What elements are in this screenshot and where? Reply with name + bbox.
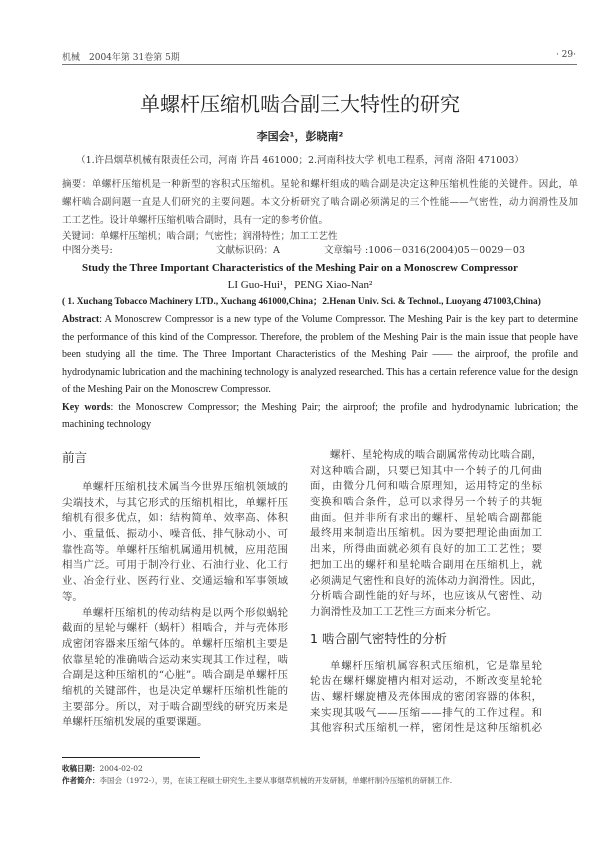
body-line: 其他容积式压缩机一样，密闭性是这种压缩机必 — [310, 722, 542, 735]
bio-label: 作者简介： — [62, 776, 100, 785]
keywords-en-line: machining technology — [62, 419, 152, 430]
body-line: 相当广泛。可用于制冷行业、石油行业、化工行 — [62, 559, 288, 572]
received-label: 收稿日期： — [62, 764, 100, 773]
body-line: 单螺杆压缩机技术属当今世界压缩机领域的 — [82, 481, 288, 493]
left-column — [62, 450, 288, 731]
doc-code: 文献标识码：A — [216, 245, 280, 256]
abstract-line: 摘要：单螺杆压缩机是一种新型的容积式压缩机。星轮和螺杆组成的啮合副是决定这种压缩机性能的关键件。因此，单 — [62, 179, 578, 190]
body-line: 轮齿在螺杆螺旋槽内相对运动，不断改变星轮轮 — [310, 675, 542, 688]
english-authors: LI Guo-Hui¹，PENG Xiao-Nan² — [227, 279, 373, 291]
body-line: 对这种啮合副，只要已知其中一个转子的几何曲 — [310, 464, 542, 477]
body-line: 必须满足气密性和良好的流体动力润滑性。因此， — [310, 574, 542, 587]
body-line: 齿、螺杆螺旋槽及壳体围成的密闭容器的体积， — [310, 690, 542, 703]
body-line: 等。 — [62, 590, 83, 603]
body-line: 业、冶金行业、医药行业、交通运输和军事领域 — [62, 575, 288, 588]
journal-header: 机械 2004年第 31卷第 5期 — [62, 53, 180, 63]
bio-value: 李国会（1972-），男，在读工程硕士研究生,主要从事烟草机械的开发研制，单螺杆制冷压缩机的研制工作. — [99, 776, 453, 785]
body-line: 缩机的关键部件，也是决定单螺杆压缩机性能的 — [62, 684, 288, 697]
body-line: 合副是这种压缩机的“心脏”。啮合副是单螺杆压 — [62, 669, 288, 682]
section-heading-1: 1 啮合副气密特性的分析 — [310, 630, 447, 646]
abstract-en-line: of the Meshing Pair on the Monoscrew Compressor. — [62, 384, 271, 395]
body-line: 靠性高等。单螺杆压缩机属通用机械，应用范围 — [62, 543, 288, 556]
affiliation: （1.许昌烟草机械有限责任公司，河南 许昌 461000；2.河南科技大学 机电工程系，河南 洛阳 471003） — [76, 155, 524, 166]
body-line: 单螺杆压缩机属容积式压缩机，它是靠星轮 — [330, 659, 542, 672]
body-line: 把加工出的螺杆和星轮啮合副用在压缩机上，就 — [310, 558, 542, 571]
body-line: 小、重量低、振动小、噪音低、排气脉动小、可 — [62, 528, 288, 541]
abstract-en-line: the performance of this kind of the Compressor. Therefore, the problem of the Meshing Pair is the main issue that people have — [62, 331, 578, 343]
body-line: 最终用来制造出压缩机。因为要把理论曲面加工 — [310, 527, 542, 540]
abstract-en-line: hydrodynamic lubrication and the machining technology is analyzed researched. This has a certain reference value for the design — [62, 366, 578, 378]
body-line: 单螺杆压缩机的传动结构是以两个形似蜗轮 — [82, 606, 288, 619]
abstract-label: Abstract — [62, 314, 100, 325]
classification-row — [62, 244, 578, 258]
abstract-line: 螺杆啮合副问题一直是人们研究的主要问题。本文分析研究了啮合副必须满足的三个性能——气密性，动力润滑性及加 — [62, 197, 578, 208]
english-affiliation: ( 1. Xuchang Tobacco Machinery LTD., Xuchang 461000,China；2.Henan Univ. Sci. & Technol., Luoyang 471003,China) — [62, 297, 541, 307]
author-bio — [62, 776, 452, 786]
body-line: 尖端技术，与其它形式的压缩机相比，单螺杆压 — [62, 496, 288, 509]
keywords-cn: 关键词：单螺杆压缩机；啮合副；气密性；润滑特性；加工工艺性 — [62, 231, 338, 242]
received-date — [62, 764, 143, 774]
header-rule — [62, 64, 577, 65]
abstract-en-line: been studying all the time. The Three Important Characteristics of the Meshing Pair —— the airproof, the profile and — [62, 349, 578, 360]
body-line: 来实现其吸气——压缩——排气的工作过程。和 — [310, 706, 542, 719]
body-line: 螺杆、星轮构成的啮合副属常传动比啮合副， — [330, 449, 542, 461]
body-line: 截面的星轮与螺杆（蜗杆）相啮合，并与壳体形 — [62, 622, 288, 635]
clc-label: 中图分类号: — [62, 245, 113, 256]
keywords-en-line: : the Monoscrew Compressor; the Meshing Pair; the airproof; the profile and hydrodynamic lubrication; the — [110, 401, 578, 413]
body-line: 依靠星轮的准确啮合运动来实现其工作过程，啮 — [62, 653, 288, 666]
abstract-cn — [62, 176, 578, 258]
section-heading-intro: 前言 — [62, 450, 88, 465]
body-line: 分析啮合副性能的好与坏，也应该从气密性、动 — [310, 590, 542, 603]
body-line: 成密闭容器来压缩气体的。单螺杆压缩机主要是 — [62, 637, 288, 650]
english-title: Study the Three Important Characteristics of the Meshing Pair on a Monoscrew Compressor — [82, 262, 518, 274]
abstract-en — [62, 311, 578, 434]
article-number: 文章编号 :1006－0316(2004)05－0029－03 — [324, 245, 526, 256]
authors: 李国会¹，彭晓南² — [256, 130, 344, 143]
abstract-line: 工工艺性。设计单螺杆压缩机啮合副时，具有一定的参考价值。 — [62, 215, 329, 226]
keywords-label: Key words — [62, 401, 111, 413]
body-line: 力润滑性及加工工艺性三方面来分析它。 — [310, 605, 498, 618]
page-number: · 29· — [555, 50, 576, 60]
footnote-rule — [62, 757, 200, 758]
received-value: 2004-02-02 — [99, 764, 143, 773]
body-line: 变换和啮合条件，总可以求得另一个转子的共轭 — [310, 496, 542, 509]
abstract-en-line: : A Monoscrew Compressor is a new type of the Volume Compressor. The Meshing Pair is the key part to determine — [99, 314, 578, 325]
right-column — [310, 448, 542, 737]
body-line: 单螺杆压缩机发展的重要课题。 — [62, 716, 208, 729]
body-line: 出来，所得曲面就必须有良好的加工工艺性；要 — [310, 543, 542, 556]
paper-title: 单螺杆压缩机啮合副三大特性的研究 — [140, 92, 460, 116]
body-line: 曲面。但并非所有求出的螺杆、星轮啮合副都能 — [310, 511, 542, 524]
body-line: 缩机有很多优点，如：结构简单、效率高、体积 — [62, 512, 288, 525]
body-line: 面，由微分几何和啮合原理知，运用特定的坐标 — [310, 480, 542, 493]
body-line: 主要部分。所以，对于啮合副型线的研究历来是 — [62, 700, 288, 713]
